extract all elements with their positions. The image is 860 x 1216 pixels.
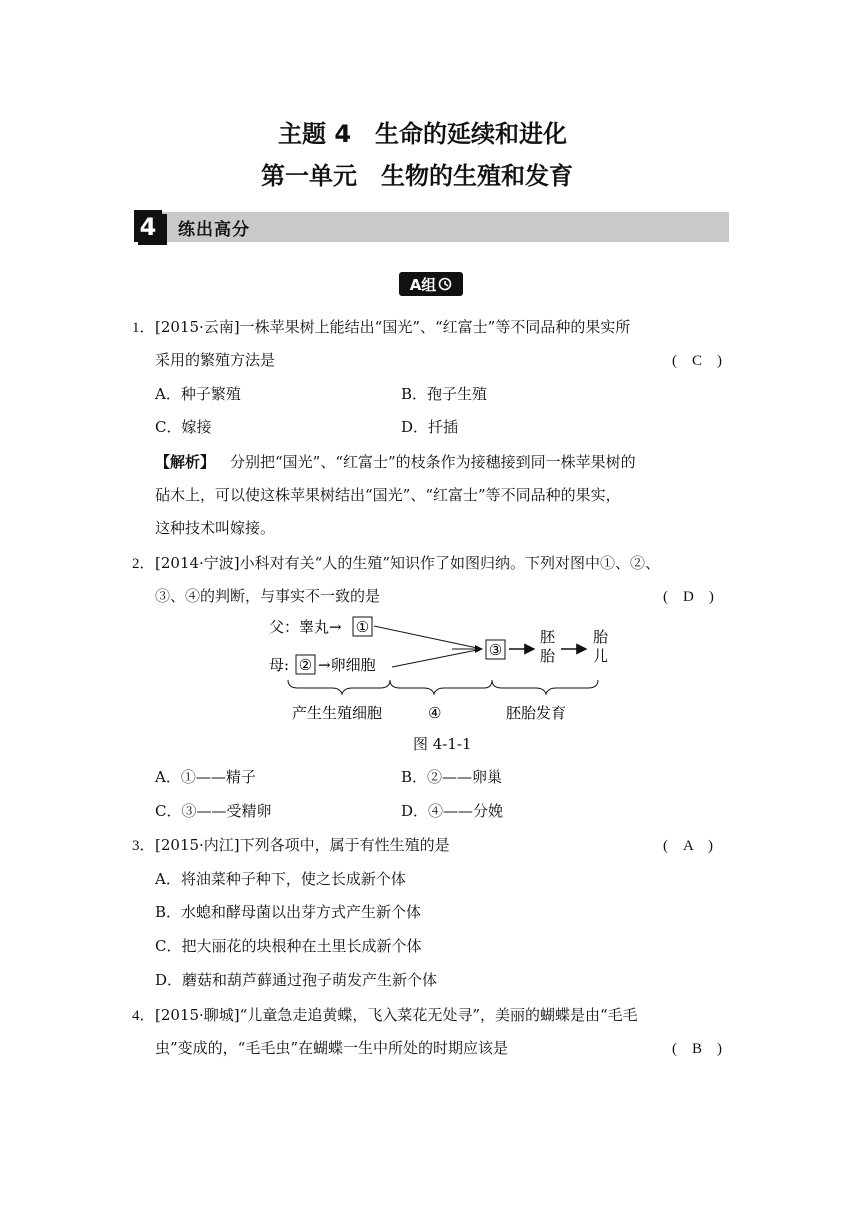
q2-option-c: C．③——受精卵 [155, 802, 272, 820]
diagram-fetus-1: 胎 [593, 628, 609, 646]
group-label: A组 [409, 275, 437, 294]
group-tag [399, 272, 463, 296]
q2-option-a: A．①——精子 [155, 768, 256, 786]
q2-answer: ( D ) [663, 589, 714, 605]
q3-number: 3． [132, 838, 155, 854]
q2-number: 2． [132, 556, 155, 572]
q1-option-d: D．扦插 [401, 418, 459, 436]
q2-stem-line2: ③、④的判断，与事实不一致的是 [155, 587, 381, 605]
q1-answer: ( C ) [672, 353, 722, 369]
q1-stem-line1: [2015·云南]一株苹果树上能结出“国光”、“红富士”等不同品种的果实所 [155, 318, 631, 336]
diagram-brace-3 [492, 680, 598, 694]
page-title: 主题 4 生命的延续和进化 [278, 120, 568, 148]
q4-stem-line1: [2015·聊城]“儿童急走追黄蝶，飞入菜花无处寻”，美丽的蝴蝶是由“毛毛 [155, 1006, 638, 1024]
diagram-embryo-2: 胎 [540, 647, 556, 665]
page-subtitle: 第一单元 生物的生殖和发育 [261, 162, 573, 190]
section-banner [132, 208, 729, 246]
diagram-stage-2: ④ [428, 704, 442, 722]
banner-label: 练出高分 [178, 220, 250, 240]
q3-answer: ( A ) [663, 838, 713, 854]
diagram-box-3-label: ③ [488, 641, 503, 659]
q1-analysis-label: 【解析】 [155, 453, 216, 471]
q1-analysis-line2: 砧木上，可以使这株苹果树结出“国光”、“红富士”等不同品种的果实， [155, 486, 621, 504]
q1-number: 1． [132, 320, 155, 336]
q2-option-d: D．④——分娩 [401, 802, 504, 820]
q1-option-c: C．嫁接 [155, 418, 212, 436]
diagram-box-1-label: ① [355, 618, 370, 636]
banner-badge-number: 4 [139, 213, 157, 241]
q3-stem-line1: [2015·内江]下列各项中，属于有性生殖的是 [155, 836, 450, 854]
q3-option-d: D．蘑菇和葫芦藓通过孢子萌发产生新个体 [155, 971, 438, 989]
q4-stem-line2: 虫”变成的，“毛毛虫”在蝴蝶一生中所处的时期应该是 [155, 1039, 509, 1057]
q4-answer: ( B ) [672, 1041, 722, 1057]
q1-option-a: A．种子繁殖 [155, 385, 241, 403]
clock-icon [438, 277, 452, 291]
diagram-brace-2 [390, 680, 492, 694]
diagram-brace-1 [288, 680, 390, 694]
q1-analysis-line1: 分别把“国光”、“红富士”的枝条作为接穗接到同一株苹果树的 [230, 453, 636, 471]
diagram-fetus-2: 儿 [593, 647, 609, 665]
diagram-stage-3: 胚胎发育 [506, 704, 567, 722]
diagram-stage-1: 产生生殖细胞 [292, 704, 383, 722]
diagram-embryo-1: 胚 [540, 628, 556, 646]
q3-option-b: B．水螅和酵母菌以出芽方式产生新个体 [155, 903, 422, 921]
q1-analysis-line3: 这种技术叫嫁接。 [155, 519, 276, 537]
diagram-mother-label: 母: [269, 656, 290, 674]
q3-option-a: A．将油菜种子种下，使之长成新个体 [155, 870, 406, 888]
q2-option-b: B．②——卵巢 [401, 768, 503, 786]
diagram-box-2-label: ② [298, 656, 313, 674]
q2-figure-caption: 图 4-1-1 [413, 735, 472, 753]
q4-number: 4． [132, 1008, 155, 1024]
number-badge-icon [132, 208, 168, 246]
diagram-egg-label: →卵细胞 [318, 656, 376, 674]
q2-stem-line1: [2014·宁波]小科对有关“人的生殖”知识作了如图归纳。下列对图中①、②、 [155, 554, 660, 572]
q3-option-c: C．把大丽花的块根种在土里长成新个体 [155, 937, 422, 955]
q1-option-b: B．孢子生殖 [401, 385, 488, 403]
reproduction-diagram [262, 612, 622, 730]
q1-stem-line2: 采用的繁殖方法是 [155, 351, 276, 369]
diagram-father-label: 父：睾丸→ [269, 618, 342, 636]
